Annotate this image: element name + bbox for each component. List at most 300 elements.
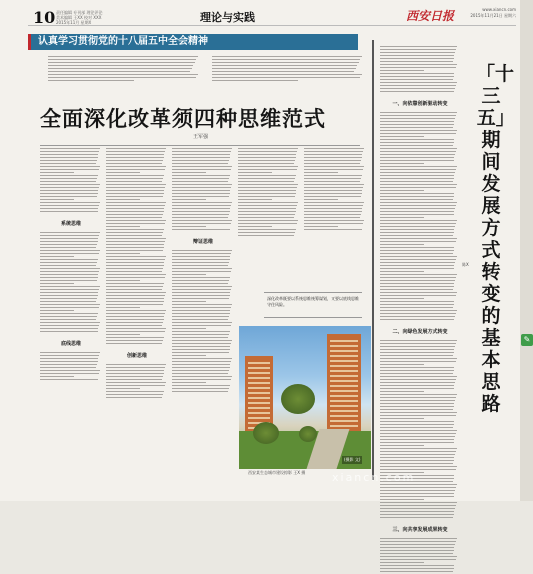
text-line	[48, 65, 193, 66]
text-line	[106, 310, 166, 311]
text-line	[172, 358, 232, 359]
text-line	[380, 229, 454, 230]
text-line	[172, 361, 231, 362]
text-line	[40, 376, 74, 377]
text-line	[48, 59, 196, 60]
text-line	[380, 121, 454, 122]
text-line	[172, 178, 229, 179]
text-line	[304, 199, 338, 200]
text-line	[40, 205, 99, 206]
text-line	[380, 244, 424, 245]
text-line	[304, 211, 362, 212]
text-line	[172, 346, 230, 347]
text-block	[238, 148, 300, 238]
text-line	[380, 424, 454, 425]
text-line	[40, 193, 98, 194]
text-line	[380, 277, 456, 278]
text-line	[380, 223, 456, 224]
text-line	[380, 397, 456, 398]
text-line	[106, 226, 140, 227]
text-line	[380, 502, 457, 503]
text-line	[106, 241, 165, 242]
text-line	[380, 73, 454, 74]
text-line	[106, 196, 163, 197]
text-line	[106, 319, 164, 320]
text-line	[40, 166, 100, 167]
text-line	[40, 199, 74, 200]
text-line	[380, 205, 456, 206]
text-line	[380, 409, 453, 410]
text-line	[40, 241, 98, 242]
text-line	[380, 118, 455, 119]
text-line	[172, 226, 206, 227]
text-line	[380, 382, 455, 383]
text-line	[106, 367, 165, 368]
text-line	[380, 457, 454, 458]
text-line	[172, 148, 232, 149]
text-line	[106, 256, 166, 257]
text-line	[106, 232, 163, 233]
text-line	[106, 382, 166, 383]
text-line	[40, 358, 98, 359]
text-block	[380, 46, 460, 94]
article-column	[304, 148, 366, 232]
text-line	[380, 82, 457, 83]
text-line	[172, 352, 229, 353]
text-line	[212, 65, 357, 66]
text-line	[380, 547, 454, 548]
text-block	[106, 148, 168, 346]
text-line	[380, 550, 454, 551]
text-line	[304, 229, 362, 230]
text-line	[40, 268, 100, 269]
text-line	[40, 274, 98, 275]
text-line	[106, 154, 164, 155]
text-line	[380, 142, 454, 143]
text-line	[172, 268, 232, 269]
header-info-left	[56, 10, 126, 25]
text-line	[238, 184, 298, 185]
text-line	[106, 262, 164, 263]
text-line	[40, 307, 99, 308]
text-line	[380, 514, 454, 515]
header-info-line: 责任编辑 专刊部 理论评论	[56, 10, 103, 15]
text-line	[380, 79, 453, 80]
text-line	[40, 184, 100, 185]
text-line	[172, 313, 230, 314]
text-line	[40, 304, 100, 305]
text-line	[380, 415, 456, 416]
text-line	[212, 56, 362, 57]
text-line	[40, 178, 97, 179]
text-line	[40, 328, 98, 329]
text-line	[106, 337, 164, 338]
text-line	[304, 178, 361, 179]
text-line	[48, 56, 198, 57]
text-line	[40, 172, 74, 173]
text-line	[172, 298, 229, 299]
text-line	[40, 238, 98, 239]
text-line	[172, 175, 230, 176]
text-line	[238, 226, 272, 227]
text-line	[380, 238, 457, 239]
text-line	[106, 295, 165, 296]
text-line	[172, 349, 230, 350]
text-line	[40, 355, 99, 356]
text-line	[106, 235, 162, 236]
text-line	[238, 181, 294, 182]
article-byline: 王军强	[193, 134, 209, 140]
text-line	[380, 394, 457, 395]
text-line	[40, 310, 74, 311]
article-column	[172, 148, 234, 394]
article-column	[40, 148, 102, 382]
text-line	[380, 130, 457, 131]
text-line	[380, 85, 456, 86]
text-block	[40, 148, 102, 214]
text-line	[380, 136, 424, 137]
text-line	[172, 199, 206, 200]
text-line	[380, 298, 424, 299]
text-line	[380, 385, 454, 386]
text-line	[380, 61, 453, 62]
text-line	[40, 319, 96, 320]
text-line	[172, 229, 230, 230]
text-line	[212, 74, 362, 75]
text-line	[304, 220, 364, 221]
text-line	[380, 421, 454, 422]
text-line	[172, 337, 228, 338]
header-info-line: 2015年11月 星期X	[56, 20, 92, 25]
photo-caption: 西安某生态城市建设掠影 王X 摄	[248, 470, 306, 475]
text-block	[380, 340, 460, 520]
text-line	[212, 62, 359, 63]
text-line	[172, 373, 228, 374]
divider	[40, 145, 360, 146]
text-line	[380, 484, 457, 485]
text-line	[304, 208, 362, 209]
text-line	[106, 190, 164, 191]
text-block	[172, 250, 234, 394]
text-line	[238, 175, 296, 176]
pull-quote	[264, 292, 362, 318]
text-line	[106, 268, 163, 269]
text-line	[238, 157, 296, 158]
text-line	[380, 451, 456, 452]
text-line	[106, 211, 164, 212]
viewer-edge	[520, 0, 533, 501]
text-line	[40, 322, 100, 323]
text-line	[40, 331, 98, 332]
text-line	[172, 166, 232, 167]
text-block	[40, 232, 102, 334]
text-line	[380, 217, 424, 218]
text-line	[380, 292, 457, 293]
text-line	[304, 172, 338, 173]
text-line	[172, 331, 230, 332]
text-line	[380, 259, 456, 260]
text-line	[172, 151, 231, 152]
text-line	[40, 280, 97, 281]
text-line	[172, 385, 230, 386]
text-block	[40, 352, 102, 382]
text-line	[380, 505, 456, 506]
text-line	[40, 202, 100, 203]
text-line	[172, 265, 228, 266]
text-block	[380, 538, 460, 574]
text-line	[172, 319, 228, 320]
text-block	[304, 148, 366, 232]
text-line	[380, 352, 454, 353]
text-line	[106, 274, 166, 275]
side-article-byline: 陈X	[462, 262, 469, 267]
article-headline: 全面深化改革须四种思维范式	[40, 107, 326, 131]
text-line	[172, 301, 206, 302]
text-line	[40, 361, 98, 362]
text-line	[380, 70, 424, 71]
text-line	[106, 286, 163, 287]
text-line	[40, 262, 97, 263]
text-line	[172, 169, 231, 170]
text-line	[380, 193, 454, 194]
text-line	[106, 292, 166, 293]
text-line	[380, 442, 454, 443]
text-line	[380, 283, 454, 284]
text-line	[172, 181, 228, 182]
text-line	[106, 370, 164, 371]
text-line	[304, 190, 362, 191]
text-line	[238, 211, 296, 212]
text-line	[380, 454, 455, 455]
text-line	[238, 169, 297, 170]
text-line	[380, 241, 456, 242]
text-line	[40, 160, 97, 161]
text-line	[106, 373, 164, 374]
text-line	[172, 208, 230, 209]
text-line	[172, 289, 231, 290]
text-line	[380, 265, 454, 266]
text-line	[172, 250, 232, 251]
text-line	[380, 556, 457, 557]
text-line	[106, 376, 163, 377]
text-line	[106, 328, 166, 329]
text-line	[40, 295, 98, 296]
text-line	[172, 172, 206, 173]
text-line	[40, 313, 98, 314]
side-article-title: 「十三五」期间发展方式转变的基本思路	[476, 63, 515, 415]
text-line	[172, 316, 229, 317]
share-icon[interactable]: ✎	[521, 334, 533, 346]
text-line	[238, 160, 295, 161]
text-line	[380, 262, 455, 263]
text-line	[380, 376, 457, 377]
text-line	[40, 235, 99, 236]
text-line	[40, 271, 99, 272]
text-line	[304, 196, 361, 197]
text-line	[106, 391, 164, 392]
text-line	[172, 187, 231, 188]
text-line	[40, 277, 98, 278]
text-line	[48, 74, 198, 75]
text-line	[380, 211, 454, 212]
text-line	[238, 202, 298, 203]
text-line	[172, 271, 231, 272]
text-line	[40, 256, 74, 257]
text-line	[304, 187, 363, 188]
text-line	[380, 541, 456, 542]
text-line	[40, 247, 96, 248]
text-line	[106, 148, 166, 149]
text-line	[172, 196, 229, 197]
text-line	[380, 544, 455, 545]
text-line	[172, 205, 231, 206]
text-line	[380, 115, 456, 116]
text-line	[380, 190, 424, 191]
text-line	[106, 166, 166, 167]
text-line	[304, 166, 364, 167]
text-line	[172, 379, 231, 380]
text-line	[40, 373, 99, 374]
text-line	[380, 52, 455, 53]
text-line	[48, 80, 134, 81]
article-subhead: 辩证思维	[192, 239, 213, 245]
text-line	[380, 493, 454, 494]
text-line	[172, 343, 231, 344]
text-line	[106, 238, 166, 239]
text-line	[106, 169, 165, 170]
text-line	[172, 262, 229, 263]
text-line	[106, 301, 164, 302]
text-line	[380, 175, 454, 176]
text-line	[40, 151, 99, 152]
text-line	[172, 184, 232, 185]
text-line	[172, 193, 230, 194]
text-line	[40, 181, 96, 182]
text-line	[106, 394, 163, 395]
text-line	[380, 232, 454, 233]
text-line	[380, 55, 454, 56]
text-line	[106, 193, 164, 194]
text-line	[380, 307, 453, 308]
text-line	[380, 448, 457, 449]
text-line	[106, 379, 162, 380]
text-line	[380, 160, 454, 161]
text-line	[380, 178, 454, 179]
text-line	[380, 340, 457, 341]
text-line	[238, 235, 294, 236]
text-line	[172, 340, 232, 341]
text-line	[380, 46, 457, 47]
text-line	[172, 154, 230, 155]
text-line	[380, 271, 424, 272]
text-line	[380, 295, 456, 296]
text-line	[380, 319, 454, 320]
text-line	[172, 223, 231, 224]
header-info-right	[460, 7, 516, 19]
text-line	[106, 172, 140, 173]
text-line	[106, 157, 164, 158]
text-line	[106, 343, 162, 344]
text-line	[380, 214, 454, 215]
text-line	[304, 214, 361, 215]
text-line	[238, 166, 298, 167]
text-line	[380, 499, 424, 500]
text-line	[172, 160, 229, 161]
text-line	[380, 289, 453, 290]
building	[327, 334, 361, 432]
side-article-column	[380, 46, 460, 574]
watermark: xiancn.com	[332, 471, 416, 484]
text-line	[304, 205, 363, 206]
text-line	[380, 388, 454, 389]
text-line	[380, 316, 455, 317]
column-divider	[372, 40, 374, 480]
text-line	[106, 364, 166, 365]
text-line	[380, 157, 454, 158]
text-line	[172, 334, 229, 335]
text-line	[106, 223, 165, 224]
pull-quote-text: 深化改革既要以系统思维统筹谋划，又要以底线思维守住风险。	[267, 296, 359, 307]
text-line	[380, 391, 424, 392]
article-photo	[239, 326, 371, 469]
text-line	[172, 277, 230, 278]
text-line	[106, 298, 164, 299]
side-subhead: 三、向共享发展成果转变	[392, 527, 448, 533]
text-line	[106, 331, 165, 332]
theme-banner: 认真学习贯彻党的十八届五中全会精神	[28, 34, 358, 50]
text-line	[106, 229, 164, 230]
text-line	[106, 385, 165, 386]
text-line	[380, 565, 454, 566]
text-line	[106, 289, 162, 290]
text-line	[40, 352, 100, 353]
text-line	[380, 358, 457, 359]
text-line	[380, 169, 456, 170]
text-line	[238, 229, 296, 230]
text-line	[172, 190, 230, 191]
text-line	[40, 301, 96, 302]
text-line	[172, 367, 230, 368]
text-line	[380, 568, 454, 569]
text-line	[212, 59, 360, 60]
text-line	[380, 490, 455, 491]
text-line	[380, 67, 456, 68]
text-line	[106, 160, 163, 161]
page-number: 10	[33, 8, 56, 27]
text-line	[172, 376, 232, 377]
article-subhead: 底线思维	[60, 341, 81, 347]
text-line	[238, 178, 295, 179]
text-line	[106, 388, 140, 389]
text-line	[172, 274, 206, 275]
text-line	[304, 202, 364, 203]
text-line	[106, 277, 165, 278]
text-line	[106, 334, 140, 335]
text-line	[212, 71, 354, 72]
text-line	[106, 253, 140, 254]
text-line	[380, 235, 453, 236]
text-line	[304, 151, 363, 152]
text-line	[304, 160, 361, 161]
text-line	[380, 268, 454, 269]
text-line	[238, 151, 297, 152]
text-line	[304, 157, 362, 158]
text-block	[380, 112, 460, 322]
text-line	[172, 307, 231, 308]
text-line	[172, 217, 228, 218]
photo-credit: (摄影 文)	[344, 457, 361, 462]
text-line	[380, 112, 457, 113]
